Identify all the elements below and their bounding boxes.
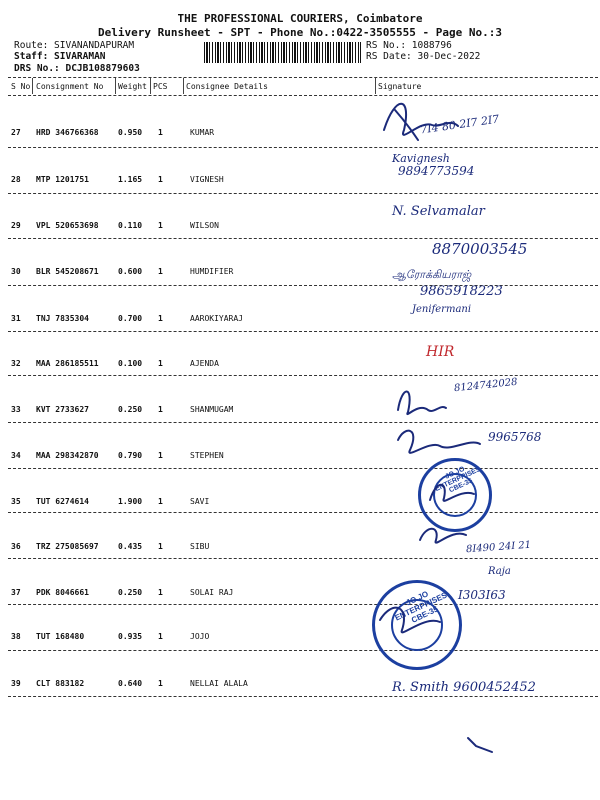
row-weight: 0.250 [118,588,143,597]
row-pcs: 1 [158,497,163,506]
row-pcs: 1 [158,588,163,597]
row-sno: 39 [11,679,21,688]
row-weight: 0.935 [118,632,143,641]
row-pcs: 1 [158,632,163,641]
row-consignee: NELLAI ALALA [190,679,248,688]
row-weight: 0.700 [118,314,143,323]
row-consignee: SAVI [190,497,210,506]
signature-39 [468,738,492,752]
row-pcs: 1 [158,359,163,368]
row-sno: 32 [11,359,21,368]
document-title: THE PROFESSIONAL COURIERS, Coimbatore [177,12,423,25]
row-weight: 0.790 [118,451,143,460]
row-weight: 0.600 [118,267,143,276]
row-consignee: VIGNESH [190,175,224,184]
col-consignment: Consignment No [36,82,104,91]
handwriting-31c: Jenifermani [412,304,472,315]
row-consignee: AAROKIYARAJ [190,314,243,323]
row-consignment: TRZ 275085697 [36,542,99,551]
row-pcs: 1 [158,451,163,460]
row-consignment: KVT 2733627 [36,405,89,414]
handwriting-30: 8870003545 [432,240,528,258]
row-consignment: MTP 1201751 [36,175,89,184]
handwriting-28b: 9894773594 [398,164,475,178]
col-sno: S No [11,82,31,91]
row-consignment: MAA 286185511 [36,359,99,368]
row-consignee: AJENDA [190,359,219,368]
row-consignment: MAA 298342870 [36,451,99,460]
row-sno: 34 [11,451,21,460]
row-consignment: HRD 346766368 [36,128,99,137]
handwriting-37b: Raja [488,566,511,577]
row-sno: 31 [11,314,21,323]
handwriting-38: I303I63 [458,588,506,602]
handwriting-32: HIR [426,344,455,360]
row-sno: 29 [11,221,21,230]
row-weight: 0.110 [118,221,143,230]
stamp-text: JO JO ENTERPRISES CBE-35 [434,465,482,495]
row-pcs: 1 [158,267,163,276]
row-consignment: TNJ 7835304 [36,314,89,323]
row-consignee: SHANMUGAM [190,405,234,414]
row-weight: 0.100 [118,359,143,368]
signature-36 [420,529,466,543]
row-pcs: 1 [158,221,163,230]
row-pcs: 1 [158,128,163,137]
row-consignment: TUT 6274614 [36,497,89,506]
staff-label: Staff: SIVARAMAN [14,51,106,62]
row-consignee: SIBU [190,542,210,551]
handwriting-33: 8124742028 [453,376,519,395]
row-weight: 0.435 [118,542,143,551]
rs-number: RS No.: 1088796 [366,40,452,51]
row-sno: 27 [11,128,21,137]
row-consignee: SOLAI RAJ [190,588,234,597]
col-pcs: PCS [153,82,168,91]
handwriting-37: 8I490 24I 21 [465,539,532,556]
row-pcs: 1 [158,175,163,184]
row-sno: 33 [11,405,21,414]
row-sno: 36 [11,542,21,551]
signature-38 [380,608,440,633]
row-consignment: CLT 883182 [36,679,85,688]
row-weight: 1.165 [118,175,143,184]
rs-date: RS Date: 30-Dec-2022 [366,51,481,62]
row-sno: 38 [11,632,21,641]
col-weight: Weight [118,82,147,91]
document-subtitle: Delivery Runsheet - SPT - Phone No.:0422-3505555 - Page No.:3 [98,26,502,39]
row-pcs: 1 [158,679,163,688]
handwriting-34: 9965768 [488,430,542,444]
handwriting-39: R. Smith 9600452452 [392,680,536,695]
col-signature: Signature [378,82,422,91]
row-weight: 1.900 [118,497,143,506]
handwriting-27: 7I4 80 2I7 2I7 [419,112,501,137]
handwriting-28a: Kavignesh [392,152,450,165]
route-label: Route: SIVANANDAPURAM [14,40,135,51]
signature-34 [398,431,480,453]
handwriting-29: N. Selvamalar [392,204,485,219]
row-consignment: VPL 520653698 [36,221,99,230]
row-sno: 35 [11,497,21,506]
row-pcs: 1 [158,542,163,551]
row-pcs: 1 [158,405,163,414]
row-sno: 28 [11,175,21,184]
row-weight: 0.250 [118,405,143,414]
row-consignee: KUMAR [190,128,215,137]
signature-33 [398,391,446,414]
row-weight: 0.640 [118,679,143,688]
row-consignee: HUMDIFIER [190,267,234,276]
row-consignment: BLR 545208671 [36,267,99,276]
row-sno: 30 [11,267,21,276]
handwriting-31a: ஆரோக்கியராஜ் [392,268,472,281]
row-pcs: 1 [158,314,163,323]
drs-number: DRS No.: DCJB108879603 [14,63,140,74]
row-consignment: TUT 168480 [36,632,85,641]
stamp-text: JO JO ENTERPRISES CBE-35 [393,589,449,625]
col-consignee: Consignee Details [186,82,268,91]
row-consignee: JOJO [190,632,210,641]
row-weight: 0.950 [118,128,143,137]
signature-35 [430,485,474,501]
row-consignee: STEPHEN [190,451,224,460]
handwriting-31b: 9865918223 [420,284,503,299]
row-sno: 37 [11,588,21,597]
row-consignment: PDK 8046661 [36,588,89,597]
row-consignee: WILSON [190,221,219,230]
